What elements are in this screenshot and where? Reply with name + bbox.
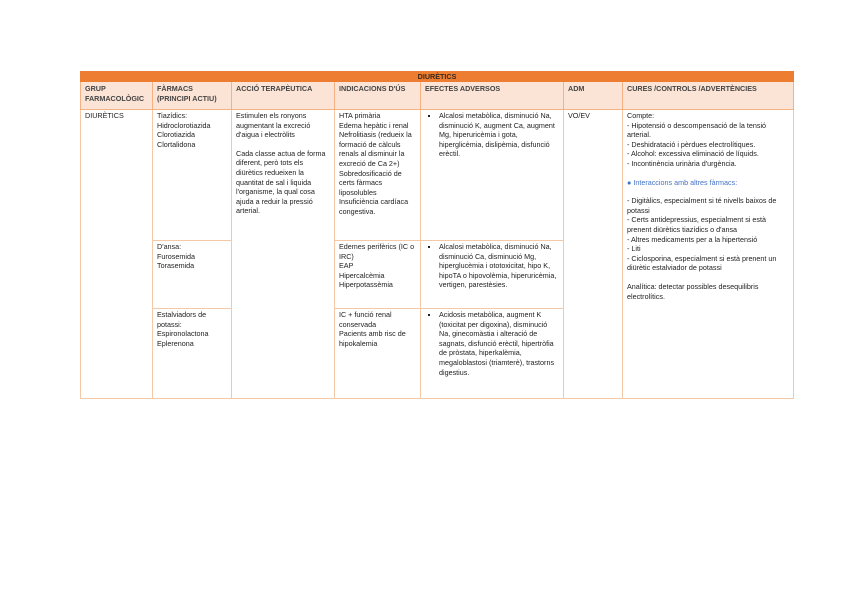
adm-cell: VO/EV — [564, 110, 623, 399]
efectes-cell-estalviadors — [421, 309, 564, 399]
farmac-line: Espironolactona — [157, 329, 209, 339]
accio-paragraph: Cada classe actua de forma diferent, però tots els diürètics redueixen la quantitat de sal i liquida l'organisme, la qual cosa ajuda a reduir la pressió arterial. — [236, 148, 326, 216]
accio-paragraph: Estimulen els ronyons augmentant la excreció d'aigua i electròlits — [236, 111, 311, 140]
cures-item: - Incontinència urinària d'urgència. — [627, 158, 737, 168]
indicacio-line: Sobredosificació de certs fàrmacs liposolubles — [339, 168, 402, 197]
interaccio-item: - Ciclosporina, especialment si està prenent un diürètic estalviador de potassi — [627, 253, 777, 273]
interaccio-item: - Liti — [627, 244, 641, 254]
farmac-line: Estalviadors de potassi: — [157, 310, 207, 329]
efectes-item: ▪ Alcalosi metabòlica, disminució Na, disminució K, augment Ca, augment Mg, hiperuricèmia i gota, hiperglicèmia, dislipèmia, disfunció erèctil. — [439, 111, 559, 159]
farmacs-cell-ansa — [153, 241, 232, 309]
efectes-cell-tiazidics — [421, 110, 564, 241]
efectes-item: ▪ Alcalosi metabòlica, disminució Na, disminució Ca, disminució Mg, hiperglucèmia i ototoxicitat, hipo K, hipoTA o hipovolèmia, hiperuricèmia, vertigen, parestèsies. — [439, 242, 559, 290]
indicacions-cell-ansa — [335, 241, 421, 309]
header-indicacions: INDICACIONS D'ÚS — [335, 82, 421, 110]
header-efectes: EFECTES ADVERSOS — [421, 82, 564, 110]
indicacio-line: Insuficiència cardíaca congestiva. — [339, 197, 409, 216]
farmac-line: Eplerenona — [157, 338, 194, 348]
farmac-line: Furosemida — [157, 251, 195, 261]
farmac-line: Clortalidona — [157, 139, 196, 149]
interaccio-item: - Digitàlics, especialment si té nivells baixos de potassi — [627, 196, 777, 215]
group-cell: DIURÈTICS — [81, 110, 153, 399]
indicacio-line: Hipercalcèmia — [339, 270, 385, 280]
farmacs-cell-tiazidics — [153, 110, 232, 241]
interaccio-item: - Certs antidepressius, especialment si està prenent diürètics tiazídics o d'ansa — [627, 215, 767, 234]
header-cures: CURES /CONTROLS /ADVERTÈNCIES — [623, 82, 794, 110]
farmacs-cell-estalviadors — [153, 309, 232, 399]
cures-item: - Alcohol: excessiva eliminació de líquids. — [627, 149, 759, 159]
indicacio-line: Nefrolitiasis (redueix la formació de càlculs renals al disminuir la excreció de Ca 2+) — [339, 130, 412, 168]
farmac-line: D'ansa: — [157, 242, 182, 251]
farmac-line: Torasemida — [157, 261, 195, 271]
header-group: GRUP FARMACOLÒGIC — [81, 82, 153, 110]
indicacio-line: HTA primària — [339, 111, 381, 120]
cures-cell — [623, 110, 794, 399]
indicacio-line: Edemes perifèrics (IC o IRC) — [339, 242, 415, 261]
header-adm: ADM — [564, 82, 623, 110]
indicacio-line: Pacients amb risc de hipokalemia — [339, 329, 406, 348]
diuretics-table — [80, 71, 794, 399]
header-farmacs: FÀRMACS (PRINCIPI ACTIU) — [153, 82, 232, 110]
interaccio-item: - Altres medicaments per a la hipertensió — [627, 234, 758, 244]
efectes-item: ▪ Acidosis metabòlica, augment K (toxicitat per digoxina), disminució Na, ginecomàstia i alteració de sagnats, disfunció erèctil, hipertròfia de pròstata, hiperkalèmia, megaloblastosi (triamterè), trastorns digestius. — [439, 310, 559, 377]
indicacio-line: IC + funció renal conservada — [339, 310, 392, 329]
header-accio: ACCIÓ TERAPÈUTICA — [232, 82, 335, 110]
cures-item: - Deshidratació i pèrdues electrolítiques. — [627, 139, 756, 149]
table-title: DIURÈTICS — [81, 72, 794, 82]
farmac-line: Clorotiazida — [157, 130, 195, 140]
indicacions-cell-tiazidics — [335, 110, 421, 241]
farmac-line: Hidroclorotiazida — [157, 120, 211, 130]
indicacio-line: Edema hepàtic i renal — [339, 120, 409, 130]
analitica-note: Analítica: detectar possibles desequilibris electrolítics. — [627, 281, 759, 301]
cures-intro: Compte: — [627, 111, 655, 120]
accio-cell — [232, 110, 335, 399]
indicacions-cell-estalviadors — [335, 309, 421, 399]
indicacio-line: Hiperpotassèmia — [339, 280, 393, 290]
interaccions-title: ● Interaccions amb altres fàrmacs: — [627, 177, 738, 187]
indicacio-line: EAP — [339, 261, 354, 271]
cures-item: - Hipotensió o descompensació de la tensió arterial. — [627, 120, 767, 140]
efectes-cell-ansa — [421, 241, 564, 309]
farmac-line: Tiazídics: — [157, 111, 188, 120]
